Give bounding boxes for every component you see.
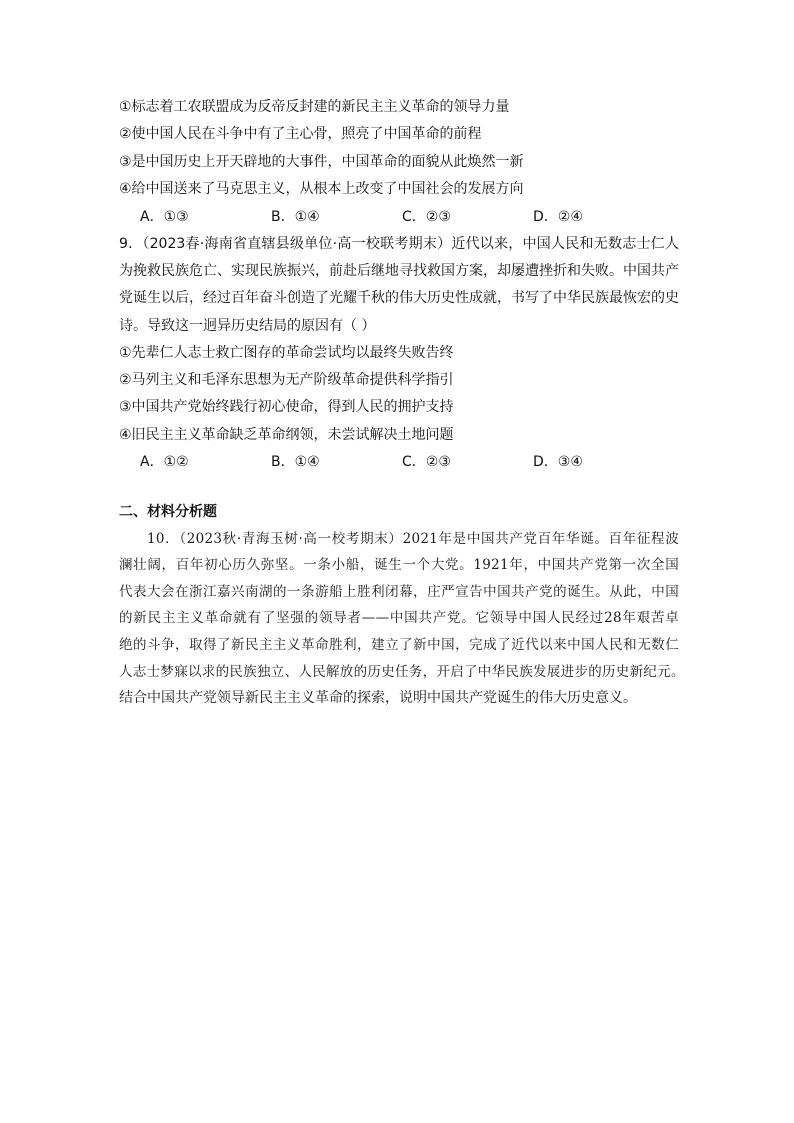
q9-item-2: ②马列主义和毛泽东思想为无产阶级革命提供科学指引 bbox=[119, 372, 454, 389]
question-8 bbox=[119, 94, 679, 231]
q10-material-line-1: 10．（2023秋·青海玉树·高一校考期末）2021年是中国共产党百年华诞。百年征程波 bbox=[147, 530, 679, 547]
q8-option-d: D．②④ bbox=[533, 208, 583, 225]
q8-option-b: B．①④ bbox=[271, 208, 320, 225]
page-content bbox=[119, 94, 685, 712]
q8-item-1: ①标志着工农联盟成为反帝反封建的新民主主义革命的领导力量 bbox=[119, 99, 510, 115]
q9-item-1: ①先辈仁人志士救亡图存的革命尝试均以最终失败告终 bbox=[119, 344, 454, 361]
section-2-title: 二、材料分析题 bbox=[119, 503, 217, 520]
question-9 bbox=[119, 231, 679, 477]
q8-options bbox=[119, 204, 679, 231]
q10-material-line-2: 澜壮阔，百年初心历久弥坚。一条小船，诞生一个大党。1921年，中国共产党第一次全国 bbox=[119, 557, 679, 574]
q10-material-line-5: 绝的斗争，取得了新民主主义革命胜利，建立了新中国，完成了近代以来中国人民和无数仁 bbox=[119, 637, 679, 654]
q9-item-4: ④旧民主主义革命缺乏革命纲领，未尝试解决土地问题 bbox=[119, 426, 454, 443]
q10-question: 结合中国共产党领导新民主主义革命的探索，说明中国共产党诞生的伟大历史意义。 bbox=[119, 690, 637, 707]
q8-item-4: ④给中国送来了马克思主义，从根本上改变了中国社会的发展方向 bbox=[119, 181, 524, 198]
q10-material-line-3: 代表大会在浙江嘉兴南湖的一条游船上胜利闭幕，庄严宣告中国共产党的诞生。从此，中国 bbox=[119, 583, 679, 600]
q8-option-a: A．①③ bbox=[140, 208, 189, 225]
q9-stem-line-3: 党诞生以后，经过百年奋斗创造了光耀千秋的伟大历史性成就，书写了中华民族最恢宏的史 bbox=[119, 290, 679, 307]
q8-option-c: C．②③ bbox=[402, 208, 451, 225]
q10-material-line-4: 的新民主主义革命就有了坚强的领导者——中国共产党。它领导中国人民经过28年艰苦卓 bbox=[119, 610, 679, 627]
question-10 bbox=[119, 526, 685, 712]
q9-stem-line-1: 9．（2023春·海南省直辖县级单位·高一校联考期末）近代以来，中国人民和无数志士仁人 bbox=[119, 235, 679, 252]
q9-item-3: ③中国共产党始终践行初心使命，得到人民的拥护支持 bbox=[119, 399, 454, 416]
q9-options bbox=[119, 449, 679, 476]
q10-material-line-6: 人志士梦寐以求的民族独立、人民解放的历史任务，开启了中华民族发展进步的历史新纪元。 bbox=[119, 663, 685, 680]
q8-item-2: ②使中国人民在斗争中有了主心骨，照亮了中国革命的前程 bbox=[119, 126, 482, 143]
q8-item-3: ③是中国历史上开天辟地的大事件，中国革命的面貌从此焕然一新 bbox=[119, 153, 524, 170]
q9-stem-line-2: 为挽救民族危亡、实现民族振兴，前赴后继地寻找救国方案，却屡遭挫折和失败。中国共产 bbox=[119, 263, 679, 280]
q9-option-c: C．②③ bbox=[402, 454, 451, 471]
q9-option-d: D．③④ bbox=[533, 454, 583, 471]
q9-option-a: A．①② bbox=[140, 454, 189, 471]
q9-stem-line-4: 诗。导致这一迥异历史结局的原因有（ ） bbox=[119, 317, 376, 334]
q9-option-b: B．①④ bbox=[271, 454, 320, 471]
